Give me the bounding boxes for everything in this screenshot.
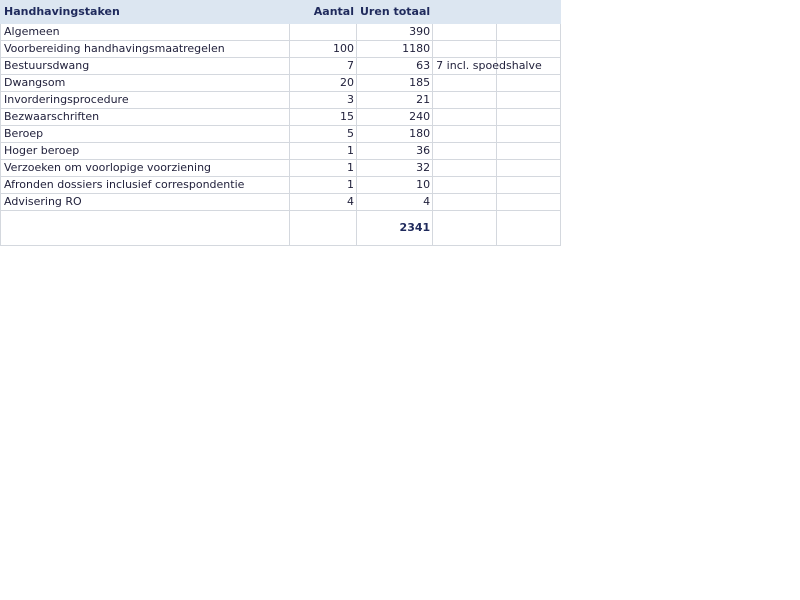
note-cell[interactable] [433, 177, 497, 194]
task-cell[interactable]: Verzoeken om voorlopige voorziening [1, 160, 290, 177]
table-row [1, 41, 561, 58]
task-cell[interactable]: Beroep [1, 126, 290, 143]
task-cell[interactable]: Algemeen [1, 24, 290, 41]
empty-cell[interactable] [497, 75, 561, 92]
empty-cell[interactable] [497, 194, 561, 211]
spreadsheet [0, 0, 561, 246]
hours-cell[interactable]: 32 [357, 160, 433, 177]
note-cell[interactable] [433, 92, 497, 109]
table-row [1, 92, 561, 109]
table-row [1, 75, 561, 92]
hours-cell[interactable]: 10 [357, 177, 433, 194]
count-cell[interactable]: 100 [290, 41, 357, 58]
empty-cell[interactable] [497, 177, 561, 194]
hours-cell[interactable]: 185 [357, 75, 433, 92]
handhavingstaken-table [0, 0, 561, 246]
header-hours[interactable]: Uren totaal [357, 1, 433, 24]
empty-cell[interactable] [497, 41, 561, 58]
total-empty-1[interactable] [433, 211, 497, 246]
table-row [1, 143, 561, 160]
task-cell[interactable]: Bezwaarschriften [1, 109, 290, 126]
empty-cell[interactable] [497, 24, 561, 41]
table-row [1, 58, 561, 75]
count-cell[interactable]: 5 [290, 126, 357, 143]
count-cell[interactable]: 7 [290, 58, 357, 75]
total-count-cell[interactable] [290, 211, 357, 246]
table-row [1, 24, 561, 41]
count-cell[interactable]: 1 [290, 160, 357, 177]
table-row [1, 194, 561, 211]
note-cell[interactable] [433, 160, 497, 177]
empty-cell[interactable] [497, 143, 561, 160]
hours-cell[interactable]: 36 [357, 143, 433, 160]
header-empty-2[interactable] [497, 1, 561, 24]
task-cell[interactable]: Invorderingsprocedure [1, 92, 290, 109]
task-cell[interactable]: Advisering RO [1, 194, 290, 211]
count-cell[interactable]: 15 [290, 109, 357, 126]
table-row [1, 109, 561, 126]
task-cell[interactable]: Hoger beroep [1, 143, 290, 160]
table-row [1, 177, 561, 194]
hours-cell[interactable]: 21 [357, 92, 433, 109]
header-task[interactable]: Handhavingstaken [1, 1, 290, 24]
count-cell[interactable]: 1 [290, 143, 357, 160]
count-cell[interactable]: 1 [290, 177, 357, 194]
hours-cell[interactable]: 4 [357, 194, 433, 211]
total-hours-cell[interactable]: 2341 [357, 211, 433, 246]
note-cell[interactable] [433, 126, 497, 143]
task-cell[interactable]: Bestuursdwang [1, 58, 290, 75]
note-cell[interactable] [433, 24, 497, 41]
hours-cell[interactable]: 240 [357, 109, 433, 126]
hours-cell[interactable]: 1180 [357, 41, 433, 58]
count-cell[interactable]: 20 [290, 75, 357, 92]
table-row [1, 160, 561, 177]
note-cell[interactable] [433, 41, 497, 58]
count-cell[interactable] [290, 24, 357, 41]
count-cell[interactable]: 3 [290, 92, 357, 109]
table-row [1, 126, 561, 143]
task-cell[interactable]: Afronden dossiers inclusief correspondentie [1, 177, 290, 194]
empty-cell[interactable] [497, 92, 561, 109]
note-text: 7 incl. spoedshalve [436, 59, 542, 72]
count-cell[interactable]: 4 [290, 194, 357, 211]
total-row [1, 211, 561, 246]
empty-cell[interactable] [497, 160, 561, 177]
empty-cell[interactable] [497, 109, 561, 126]
hours-cell[interactable]: 63 [357, 58, 433, 75]
note-cell[interactable] [433, 109, 497, 126]
header-empty-1[interactable] [433, 1, 497, 24]
header-row [1, 1, 561, 24]
total-empty-2[interactable] [497, 211, 561, 246]
task-cell[interactable]: Voorbereiding handhavingsmaatregelen [1, 41, 290, 58]
task-cell[interactable]: Dwangsom [1, 75, 290, 92]
header-count[interactable]: Aantal [290, 1, 357, 24]
note-cell[interactable] [433, 143, 497, 160]
hours-cell[interactable]: 390 [357, 24, 433, 41]
empty-cell[interactable] [497, 126, 561, 143]
total-label-cell[interactable] [1, 211, 290, 246]
note-cell[interactable] [433, 58, 542, 75]
note-cell[interactable] [433, 194, 497, 211]
hours-cell[interactable]: 180 [357, 126, 433, 143]
note-cell[interactable] [433, 75, 497, 92]
